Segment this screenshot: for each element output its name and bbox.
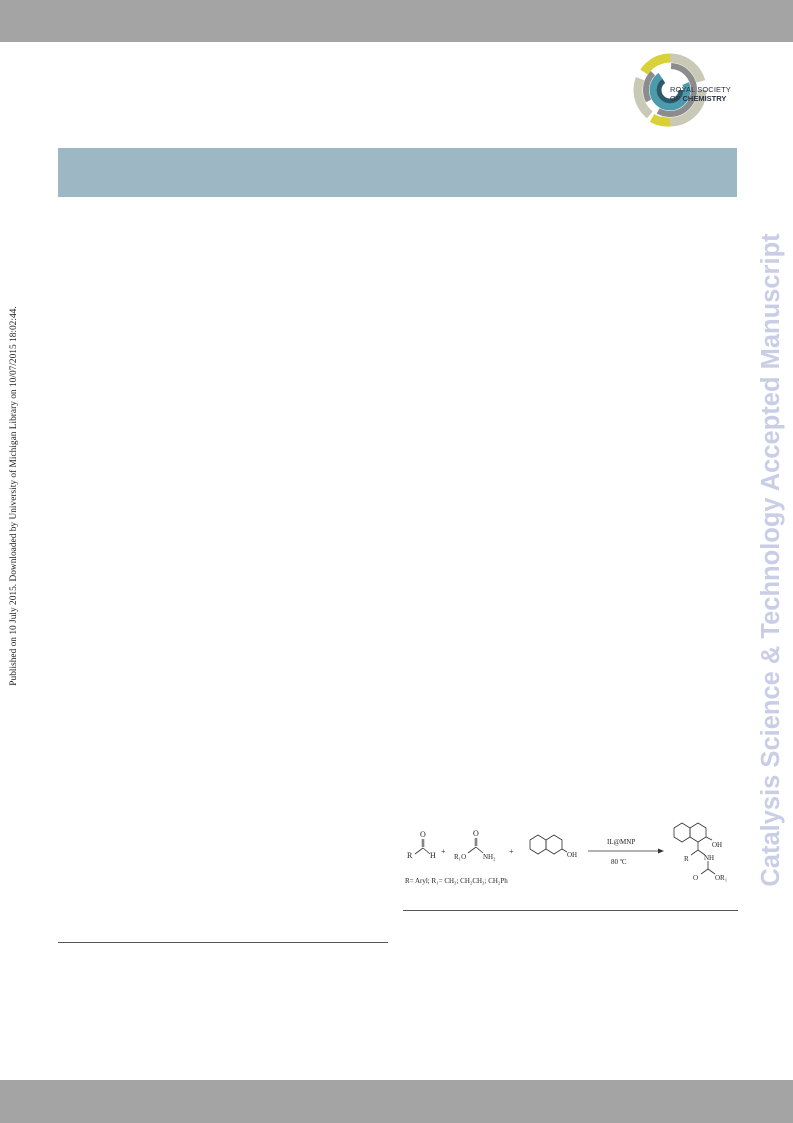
naphthol-oh: OH bbox=[567, 851, 578, 859]
left-column-rule bbox=[58, 942, 388, 943]
logo-line-1: ROYAL SOCIETY bbox=[670, 85, 731, 94]
product-nh: NH bbox=[704, 854, 715, 862]
carbamate-r1o: R₁O bbox=[454, 853, 467, 861]
reaction-scheme bbox=[403, 818, 738, 904]
aldehyde-h: H bbox=[430, 851, 436, 860]
aldehyde bbox=[415, 839, 430, 854]
accepted-manuscript-watermark: Catalysis Science & Technology Accepted Manuscript bbox=[757, 233, 785, 887]
bottom-bar bbox=[0, 1080, 793, 1123]
naphthol bbox=[530, 835, 567, 854]
product-r: R bbox=[684, 855, 689, 863]
scheme-bottom-rule bbox=[403, 910, 738, 911]
substituent-definitions: R= Aryl; R₁= CH₃; CH₂CH₃; CH₂Ph bbox=[405, 877, 508, 885]
reaction-arrow bbox=[588, 849, 664, 854]
product bbox=[674, 823, 715, 874]
plus-sign-2: + bbox=[509, 847, 514, 856]
published-line: Published on 10 July 2015. Downloaded by University of Michigan Library on 10/07/2015 18:02:44. bbox=[9, 306, 19, 686]
carbamate bbox=[468, 838, 483, 853]
rsc-logo-wordmark bbox=[670, 86, 750, 103]
header-band bbox=[58, 148, 737, 197]
logo-line-2 bbox=[670, 95, 750, 104]
logo-line-2-strong: CHEMISTRY bbox=[682, 93, 727, 103]
aldehyde-r: R bbox=[407, 851, 413, 860]
aldehyde-oxygen: O bbox=[420, 830, 426, 839]
product-oh: OH bbox=[712, 841, 723, 849]
product-or1: OR₁ bbox=[715, 874, 728, 882]
product-oxygen: O bbox=[693, 874, 699, 882]
carbamate-nh2: NH₂ bbox=[483, 853, 496, 861]
top-bar bbox=[0, 0, 793, 42]
temperature-label: 80 ºC bbox=[611, 858, 627, 866]
catalyst-label: IL@MNP bbox=[607, 838, 636, 846]
logo-line-2-prefix: OF bbox=[670, 93, 683, 103]
carbamate-oxygen: O bbox=[473, 829, 479, 838]
plus-sign-1: + bbox=[441, 847, 446, 856]
